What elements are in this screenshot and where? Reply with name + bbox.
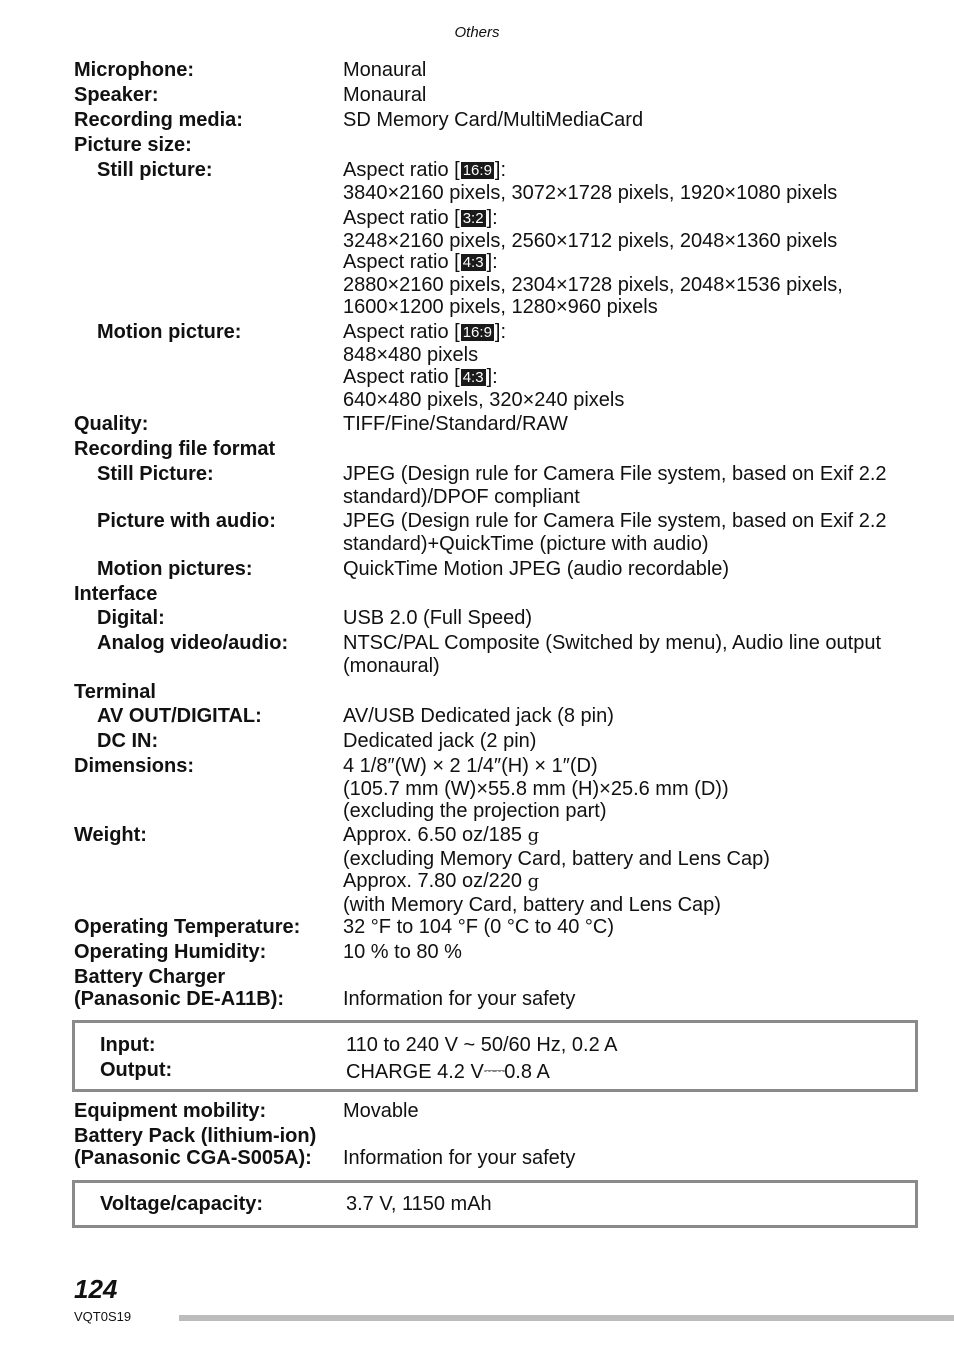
spec-label: Still Picture: xyxy=(97,463,214,485)
page-number: 124 xyxy=(74,1274,118,1304)
spec-label: Picture size: xyxy=(74,134,192,156)
aspect-ratio-icon: 16:9 xyxy=(462,162,492,179)
spec-value: 32 °F to 104 °F (0 °C to 40 °C) xyxy=(343,916,614,938)
spec-value: USB 2.0 (Full Speed) xyxy=(343,607,532,629)
spec-label: Operating Temperature: xyxy=(74,916,301,938)
spec-value: JPEG (Design rule for Camera File system, based on Exif 2.2 xyxy=(343,510,887,532)
spec-value: CHARGE 4.2 V⎓⎓0.8 A xyxy=(346,1061,550,1083)
spec-value: 10 % to 80 % xyxy=(343,941,462,963)
spec-value: Monaural xyxy=(343,59,427,81)
spec-value: Dedicated jack (2 pin) xyxy=(343,730,537,752)
spec-value: QuickTime Motion JPEG (audio recordable) xyxy=(343,558,730,580)
spec-value: Information for your safety xyxy=(343,1147,576,1169)
spec-value: NTSC/PAL Composite (Switched by menu), Audio line output xyxy=(343,632,882,654)
spec-label: Speaker: xyxy=(74,84,159,106)
pixel-sizes: 848×480 pixels xyxy=(343,343,479,366)
spec-label: Recording media: xyxy=(74,109,243,131)
model-code: VQT0S19 xyxy=(74,1309,132,1324)
spec-label: Microphone: xyxy=(74,59,194,81)
spec-label: AV OUT/DIGITAL: xyxy=(97,705,262,727)
aspect-ratio-line: Aspect ratio [ 3:2 ]: xyxy=(343,207,498,229)
dc-symbol-icon: ⎓⎓ xyxy=(483,1062,505,1078)
spec-label: Still picture: xyxy=(97,159,213,181)
spec-value: JPEG (Design rule for Camera File system, based on Exif 2.2 xyxy=(343,463,887,485)
spec-value: (excluding the projection part) xyxy=(343,800,607,822)
spec-label: Picture with audio: xyxy=(97,510,276,532)
section-header: Others xyxy=(454,24,500,41)
spec-label: Terminal xyxy=(74,681,156,703)
footer-rule xyxy=(179,1315,954,1321)
aspect-ratio-line: Aspect ratio [ 16:9 ]: xyxy=(343,159,507,181)
spec-value: standard)+QuickTime (picture with audio) xyxy=(343,532,709,555)
spec-label: Equipment mobility: xyxy=(74,1100,267,1122)
spec-value: (105.7 mm (W)×55.8 mm (H)×25.6 mm (D)) xyxy=(343,777,729,800)
spec-value: 3.7 V, 1150 mAh xyxy=(346,1193,492,1215)
spec-label: Motion pictures: xyxy=(97,558,253,580)
aspect-ratio-icon: 4:3 xyxy=(462,369,484,386)
spec-label: Input: xyxy=(100,1034,156,1056)
pixel-sizes: 640×480 pixels, 320×240 pixels xyxy=(343,388,625,411)
spec-label: Digital: xyxy=(97,607,165,629)
spec-label: Motion picture: xyxy=(97,321,242,343)
spec-label: Voltage/capacity: xyxy=(100,1193,264,1215)
spec-value: SD Memory Card/MultiMediaCard xyxy=(343,109,644,131)
spec-value: (excluding Memory Card, battery and Lens Cap) xyxy=(343,847,770,870)
spec-value: Monaural xyxy=(343,84,427,106)
spec-value: Information for your safety xyxy=(343,988,576,1010)
spec-value: (with Memory Card, battery and Lens Cap) xyxy=(343,893,721,916)
spec-value: Movable xyxy=(343,1100,419,1122)
spec-label: Analog video/audio: xyxy=(97,632,289,654)
spec-value: 110 to 240 V ~ 50/60 Hz, 0.2 A xyxy=(346,1034,618,1056)
spec-label: Interface xyxy=(74,583,158,605)
spec-value: (monaural) xyxy=(343,654,440,677)
aspect-ratio-line: Aspect ratio [ 4:3 ]: xyxy=(343,366,498,388)
pixel-sizes: 3248×2160 pixels, 2560×1712 pixels, 2048×1360 pixels xyxy=(343,229,838,252)
battery-spec-box xyxy=(72,1180,918,1228)
spec-label: Operating Humidity: xyxy=(74,941,267,963)
spec-label: Dimensions: xyxy=(74,755,195,777)
spec-label: Quality: xyxy=(74,413,149,435)
aspect-ratio-line: Aspect ratio [ 16:9 ]: xyxy=(343,321,507,343)
aspect-ratio-line: Aspect ratio [ 4:3 ]: xyxy=(343,251,498,273)
spec-label: Battery Charger (Panasonic DE-A11B): xyxy=(74,966,285,1010)
spec-value: Approx. 7.80 oz/220 g xyxy=(343,870,540,892)
spec-label: DC IN: xyxy=(97,730,159,752)
spec-label: Weight: xyxy=(74,824,147,846)
aspect-ratio-icon: 3:2 xyxy=(462,210,484,227)
aspect-ratio-icon: 4:3 xyxy=(462,254,484,271)
pixel-sizes: 1600×1200 pixels, 1280×960 pixels xyxy=(343,296,658,318)
spec-label: Recording file format xyxy=(74,438,276,460)
spec-label: Output: xyxy=(100,1059,173,1081)
spec-label: Battery Pack (lithium-ion) (Panasonic CGA-S005A): xyxy=(74,1125,317,1169)
spec-value: AV/USB Dedicated jack (8 pin) xyxy=(343,705,614,727)
pixel-sizes: 2880×2160 pixels, 2304×1728 pixels, 2048×1536 pixels, xyxy=(343,273,843,296)
spec-value: 4 1/8″(W) × 2 1/4″(H) × 1″(D) xyxy=(343,755,598,777)
pixel-sizes: 3840×2160 pixels, 3072×1728 pixels, 1920×1080 pixels xyxy=(343,181,838,204)
charger-spec-box xyxy=(72,1020,918,1092)
spec-value: Approx. 6.50 oz/185 g xyxy=(343,824,540,846)
spec-value: TIFF/Fine/Standard/RAW xyxy=(343,413,568,435)
aspect-ratio-icon: 16:9 xyxy=(462,324,492,341)
spec-value: standard)/DPOF compliant xyxy=(343,485,580,508)
